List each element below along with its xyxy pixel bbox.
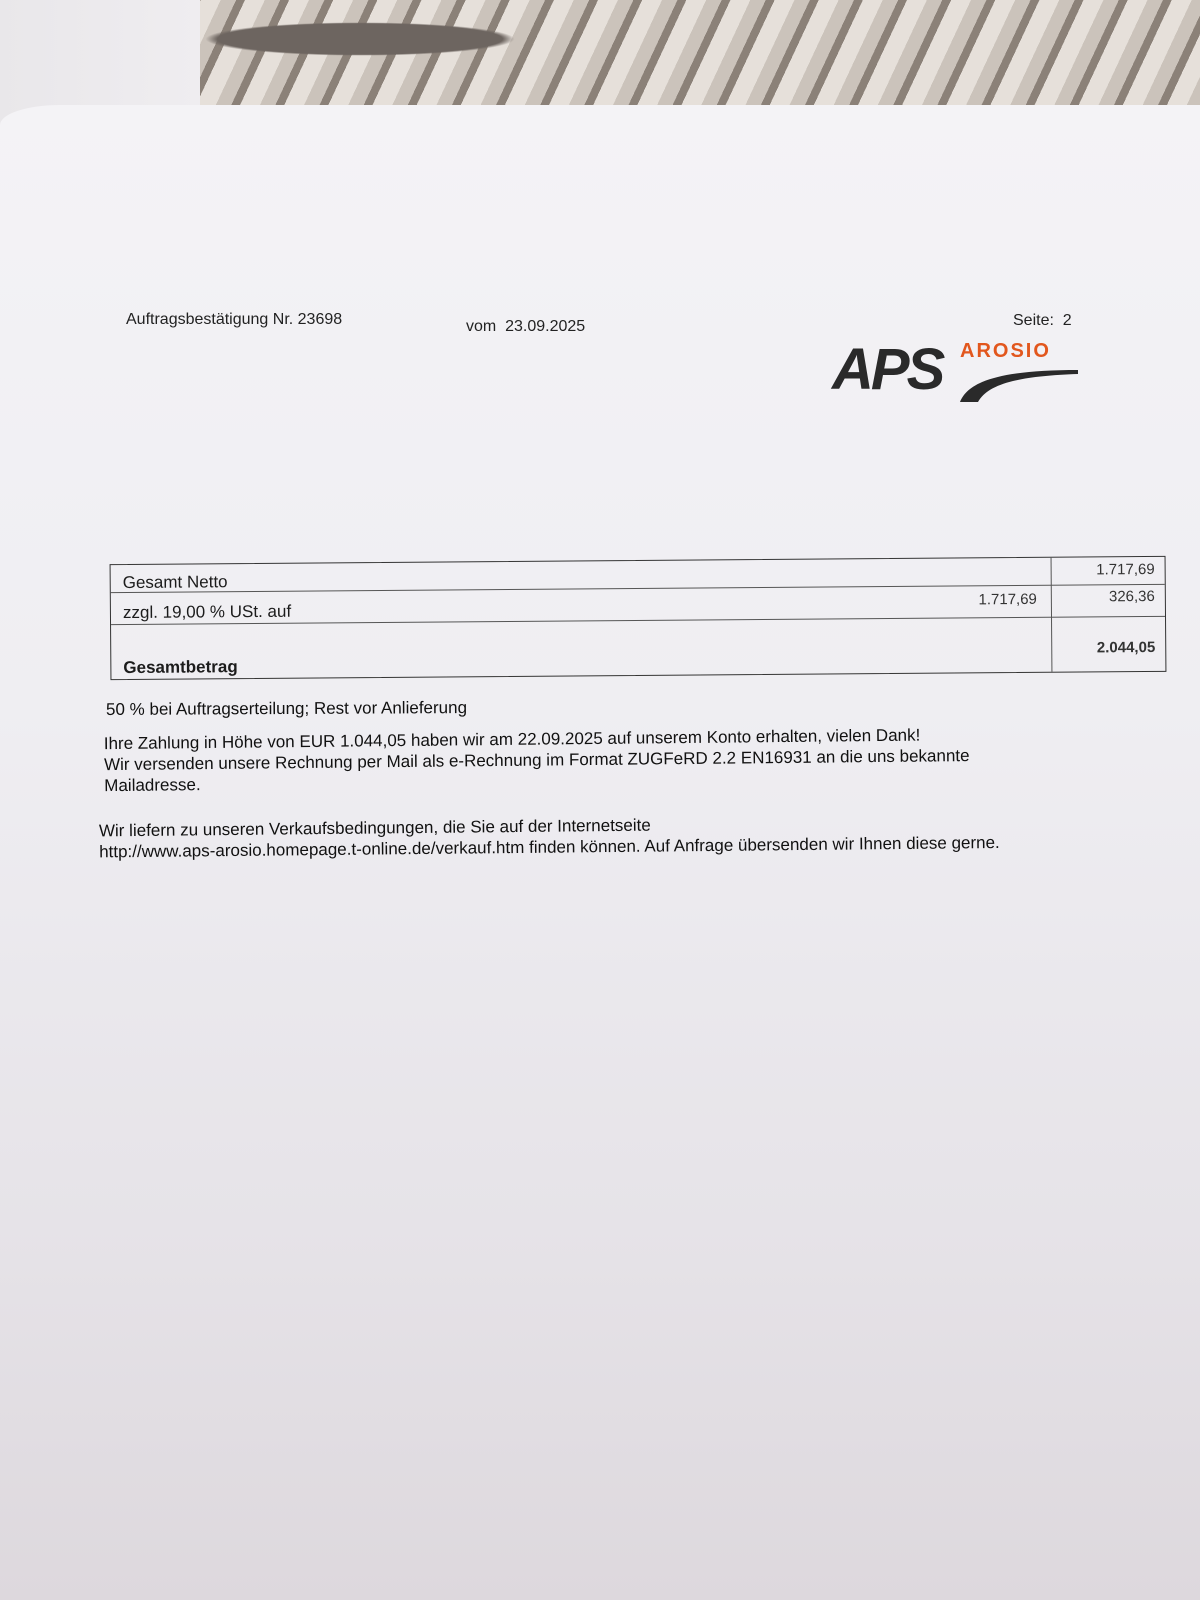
net-total-label: Gesamt Netto (122, 572, 228, 593)
payment-terms: 50 % bei Auftragserteilung; Rest vor Anlieferung (105, 698, 468, 719)
conditions-line: http://www.aps-arosio.homepage.t-online.de/verkauf.htm finden können. Auf Anfrage übersenden wir Ihnen diese gerne. (99, 832, 1000, 862)
page-number: Seite: 2 (1013, 312, 1072, 329)
vat-value: 326,36 (1108, 587, 1155, 606)
conditions-line: Wir liefern zu unseren Verkaufsbedingungen, die Sie auf der Internetseite (98, 815, 651, 841)
vat-base-value: 1.717,69 (978, 590, 1037, 609)
payment-note-line: Wir versenden unsere Rechnung per Mail als e-Rechnung im Format ZUGFeRD 2.2 EN16931 an die uns bekannte (103, 746, 970, 775)
logo-sub-brand-text: AROSIO (960, 340, 1051, 362)
grand-total-value: 2.044,05 (1096, 638, 1156, 657)
table-row-grand-total (111, 617, 1165, 679)
payment-note-line: Ihre Zahlung in Höhe von EUR 1.044,05 haben wir am 22.09.2025 auf unserem Konto erhalten, vielen Dank! (103, 725, 921, 754)
totals-table (110, 556, 1167, 680)
payment-note-line: Mailadresse. (104, 775, 201, 796)
company-logo (832, 337, 1082, 410)
payment-note (104, 723, 1085, 796)
net-total-value: 1.717,69 (1096, 560, 1155, 579)
logo-brand-text: APS (832, 337, 943, 402)
grand-total-label: Gesamtbetrag (123, 657, 238, 678)
order-confirmation-number: Auftragsbestätigung Nr. 23698 (126, 311, 343, 328)
logo-swoosh-icon (958, 362, 1078, 404)
order-date: vom 23.09.2025 (466, 318, 586, 335)
vat-label: zzgl. 19,00 % USt. auf (122, 601, 292, 623)
